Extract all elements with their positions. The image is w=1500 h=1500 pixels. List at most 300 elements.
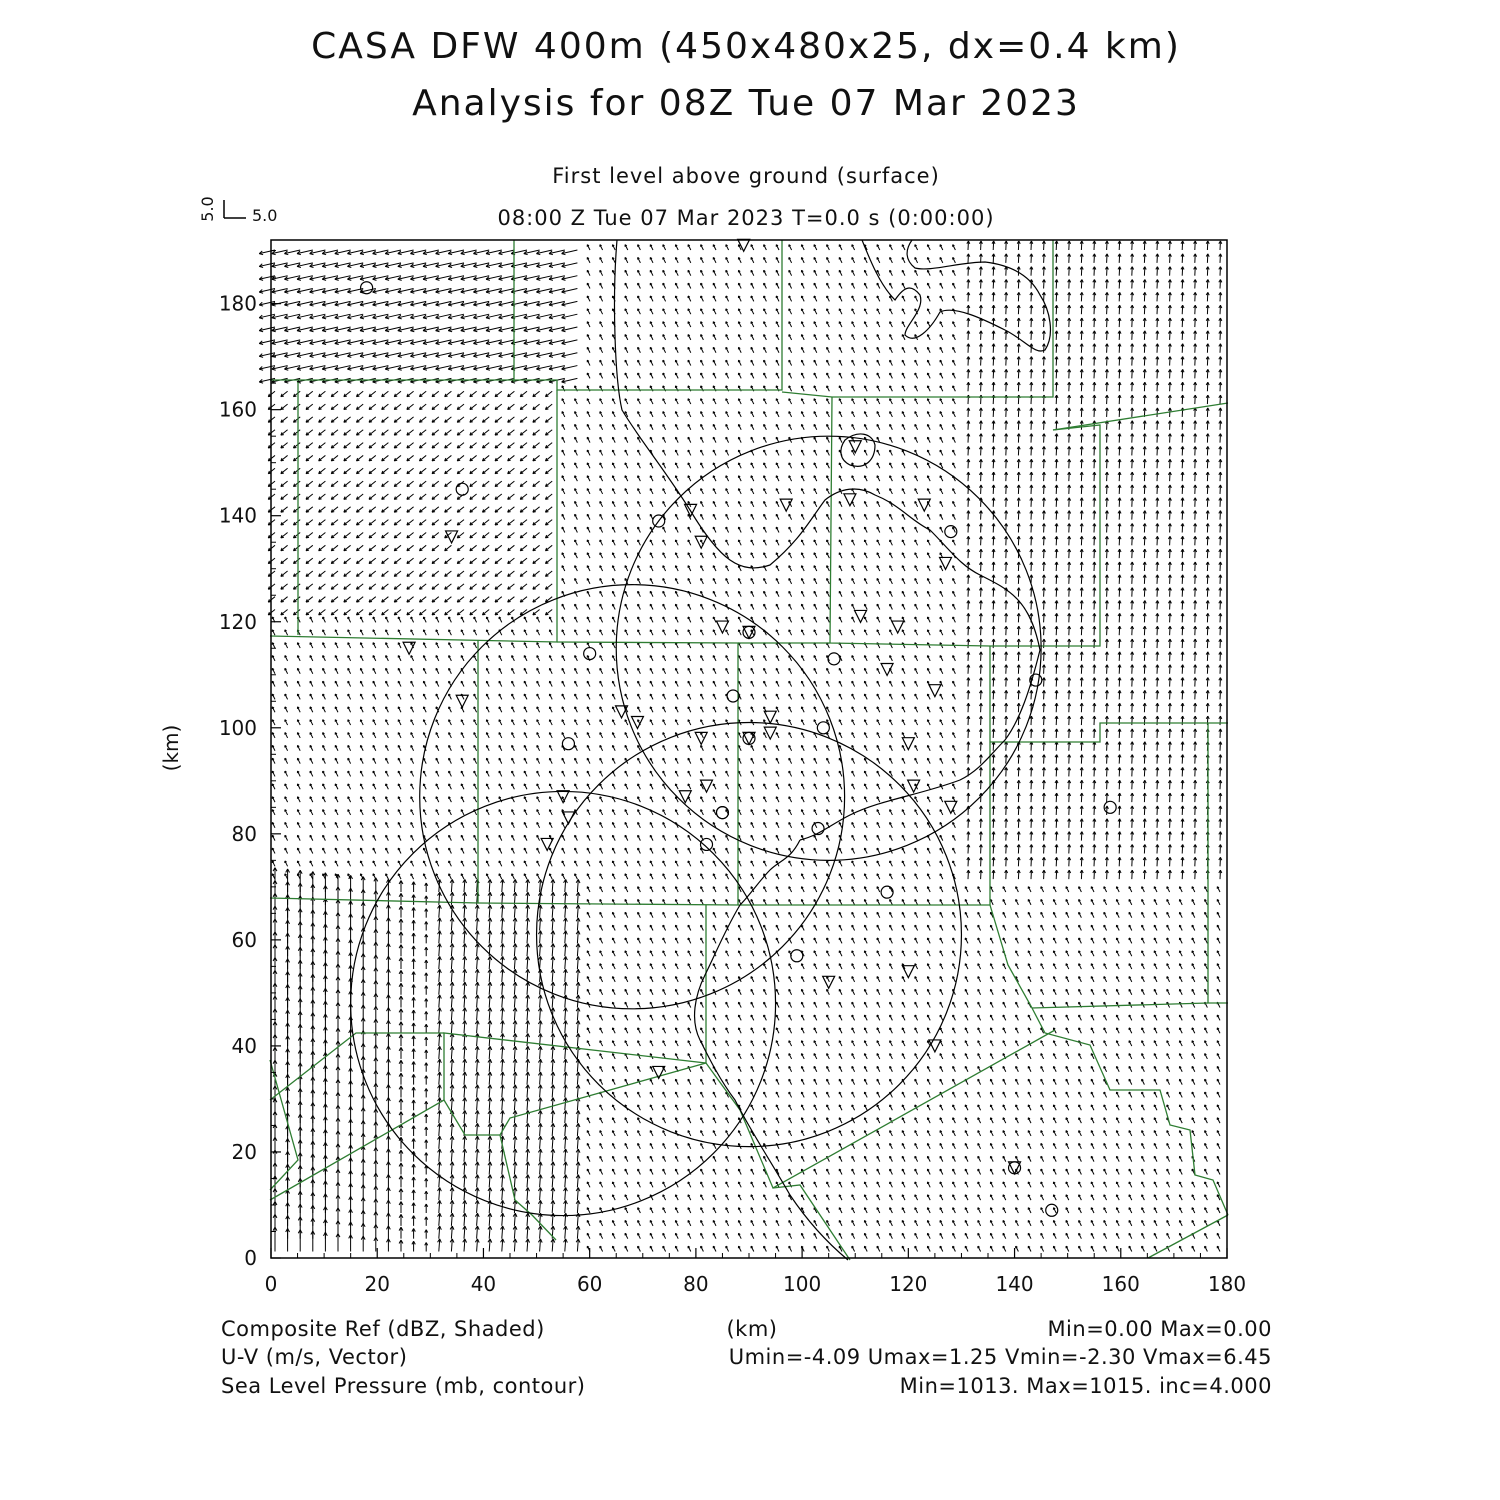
wind-vector — [650, 912, 653, 917]
wind-vector — [713, 976, 716, 981]
wind-vector — [576, 1072, 580, 1085]
wind-vector — [927, 938, 930, 943]
wind-vector — [1131, 408, 1134, 417]
wind-vector — [612, 887, 615, 892]
wind-vector — [1093, 305, 1096, 314]
wind-vector — [663, 810, 666, 815]
wind-vector — [432, 532, 439, 537]
wind-vector — [319, 481, 326, 486]
wind-vector — [1053, 1054, 1056, 1059]
wind-vector — [738, 373, 741, 378]
wind-vector — [979, 703, 982, 712]
wind-vector — [979, 421, 982, 430]
wind-vector — [1156, 408, 1159, 417]
wind-vector — [533, 558, 540, 563]
wind-vector — [538, 931, 542, 944]
wind-vector — [285, 822, 288, 827]
wind-vector — [1118, 857, 1121, 866]
wind-vector — [940, 386, 943, 391]
wind-vector — [1206, 331, 1209, 340]
wind-vector — [1194, 665, 1197, 674]
wind-vector — [1017, 703, 1020, 712]
wind-vector — [344, 520, 351, 525]
wind-vector — [688, 604, 691, 609]
wind-vector — [1055, 780, 1058, 789]
wind-vector — [575, 874, 578, 879]
wind-vector — [549, 771, 552, 776]
wind-vector — [344, 571, 351, 576]
wind-vector — [1131, 498, 1134, 507]
wind-vector — [1055, 331, 1058, 340]
wind-vector — [373, 810, 376, 815]
wind-vector — [495, 443, 502, 448]
wind-vector — [789, 899, 792, 904]
wind-vector — [575, 617, 578, 622]
wind-vector — [285, 810, 288, 815]
wind-vector — [953, 270, 956, 275]
wind-vector — [864, 1041, 867, 1046]
wind-vector — [902, 810, 905, 815]
wind-vector — [992, 729, 995, 738]
wind-vector — [726, 976, 729, 981]
wind-vector — [738, 463, 741, 468]
wind-vector — [407, 532, 414, 537]
wind-vector — [1093, 408, 1096, 417]
wind-vector — [1217, 976, 1220, 981]
wind-vector — [564, 1021, 568, 1034]
wind-vector — [369, 507, 376, 512]
wind-vector — [1143, 382, 1146, 391]
wind-vector — [463, 1072, 467, 1085]
wind-vector — [726, 733, 729, 738]
wind-vector — [1068, 382, 1071, 391]
wind-vector — [839, 617, 842, 622]
wind-vector — [675, 925, 678, 930]
wind-vector — [1118, 690, 1121, 699]
wind-vector — [1080, 241, 1083, 250]
wind-vector — [549, 668, 552, 673]
wind-vector — [600, 771, 603, 776]
wind-vector — [587, 566, 590, 571]
wind-vector — [1131, 536, 1134, 545]
wind-vector — [281, 455, 288, 460]
wind-vector — [360, 720, 363, 725]
wind-vector — [992, 870, 995, 879]
wind-vector — [399, 970, 403, 982]
wind-vector — [940, 989, 943, 994]
wind-vector — [827, 617, 830, 622]
wind-vector — [940, 399, 943, 404]
wind-vector — [738, 334, 741, 339]
wind-vector — [953, 976, 956, 981]
wind-vector — [801, 386, 804, 391]
wind-vector — [551, 1072, 555, 1085]
wind-vector — [915, 668, 918, 673]
wind-vector — [600, 668, 603, 673]
wind-vector — [411, 745, 414, 750]
wind-vector — [600, 412, 603, 417]
wind-vector — [940, 861, 943, 866]
wind-vector — [927, 630, 930, 635]
wind-vector — [890, 1028, 893, 1033]
wind-vector — [1093, 703, 1096, 712]
wind-vector — [369, 404, 376, 409]
wind-vector — [877, 489, 880, 494]
wind-vector — [738, 1041, 741, 1046]
wind-vector — [310, 643, 313, 648]
wind-vector — [1181, 613, 1184, 622]
wind-vector — [1179, 951, 1182, 956]
wind-vector — [1156, 703, 1159, 712]
wind-vector — [310, 681, 313, 686]
wind-vector — [751, 925, 754, 930]
wind-vector — [852, 797, 855, 802]
wind-vector — [738, 322, 741, 327]
wind-vector — [1016, 1028, 1019, 1033]
wind-vector — [776, 848, 779, 853]
wind-vector — [1068, 575, 1071, 584]
wind-vector — [562, 301, 578, 306]
wind-vector — [1005, 626, 1008, 635]
wind-vector — [1219, 626, 1222, 635]
wind-vector — [1181, 498, 1184, 507]
wind-vector — [425, 947, 428, 956]
wind-vector — [398, 758, 401, 763]
wind-vector — [369, 558, 376, 563]
wind-vector — [1017, 562, 1020, 571]
wind-vector — [1079, 938, 1082, 943]
wind-vector — [726, 412, 729, 417]
wind-vector — [701, 347, 704, 352]
wind-vector — [475, 956, 479, 969]
wind-vector — [890, 822, 893, 827]
wind-vector — [449, 874, 452, 879]
wind-vector — [344, 430, 351, 435]
wind-vector — [482, 532, 489, 537]
wind-vector — [438, 892, 442, 905]
wind-vector — [902, 887, 905, 892]
wind-vector — [1017, 254, 1020, 263]
wind-vector — [967, 857, 970, 866]
wind-vector — [827, 1054, 830, 1059]
wind-vector — [1142, 938, 1145, 943]
wind-vector — [575, 399, 578, 404]
wind-vector — [625, 591, 628, 596]
wind-vector — [625, 1079, 628, 1084]
wind-vector — [827, 437, 830, 442]
wind-vector — [419, 532, 426, 537]
wind-vector — [1042, 357, 1045, 366]
wind-vector — [281, 558, 288, 563]
wind-vector — [293, 571, 300, 576]
wind-vector — [953, 694, 956, 699]
wind-vector — [979, 434, 982, 443]
wind-vector — [1143, 498, 1146, 507]
wind-vector — [1068, 331, 1071, 340]
wind-vector — [445, 417, 452, 422]
wind-vector — [501, 1059, 505, 1072]
wind-vector — [1168, 446, 1171, 455]
wind-vector — [902, 758, 905, 763]
wind-vector — [1194, 832, 1197, 841]
wind-vector — [776, 296, 779, 301]
wind-vector — [564, 892, 568, 905]
wind-vector — [293, 558, 300, 563]
wind-vector — [625, 514, 628, 519]
wind-vector — [281, 391, 288, 396]
wind-vector — [1219, 292, 1222, 301]
wind-vector — [587, 887, 590, 892]
wind-vector — [663, 861, 666, 866]
wind-vector — [1156, 498, 1159, 507]
wind-vector — [445, 455, 452, 460]
wind-vector — [587, 925, 590, 930]
wind-vector — [789, 296, 792, 301]
wind-vector — [1080, 408, 1083, 417]
wind-vector — [537, 758, 540, 763]
wind-vector — [877, 630, 880, 635]
wind-vector — [1005, 601, 1008, 610]
wind-vector — [650, 566, 653, 571]
wind-vector — [1080, 729, 1083, 738]
wind-vector — [331, 532, 338, 537]
wind-vector — [600, 1066, 603, 1071]
wind-vector — [533, 443, 540, 448]
wind-vector — [776, 501, 779, 506]
wind-vector — [486, 822, 489, 827]
wind-vector — [953, 309, 956, 314]
wind-vector — [701, 630, 704, 635]
wind-vector — [1093, 331, 1096, 340]
wind-vector — [463, 1059, 467, 1072]
wind-vector — [940, 874, 943, 879]
wind-vector — [953, 1066, 956, 1071]
wind-vector — [508, 417, 515, 422]
wind-vector — [814, 1015, 817, 1020]
wind-vector — [1118, 305, 1121, 314]
wind-vector — [438, 1021, 442, 1034]
wind-vector — [587, 527, 590, 532]
wind-vector — [348, 681, 351, 686]
wind-vector — [638, 861, 641, 866]
wind-vector — [272, 733, 275, 738]
wind-vector — [864, 707, 867, 712]
wind-vector — [526, 1008, 530, 1021]
wind-vector — [738, 1015, 741, 1020]
wind-vector — [1219, 703, 1222, 712]
wind-vector — [1116, 1028, 1119, 1033]
wind-vector — [600, 964, 603, 969]
wind-vector — [1079, 976, 1082, 981]
wind-vector — [1093, 832, 1096, 841]
wind-vector — [688, 360, 691, 365]
wind-vector — [789, 347, 792, 352]
wind-vector — [776, 784, 779, 789]
wind-vector — [1105, 588, 1108, 597]
wind-vector — [839, 1041, 842, 1046]
wind-vector — [789, 566, 792, 571]
wind-vector — [1168, 806, 1171, 815]
wind-vector — [688, 270, 691, 275]
wind-vector — [1105, 511, 1108, 520]
wind-vector — [877, 540, 880, 545]
wind-vector — [1154, 925, 1157, 930]
wind-vector — [751, 514, 754, 519]
wind-vector — [751, 424, 754, 429]
wind-vector — [587, 604, 590, 609]
wind-vector — [482, 430, 489, 435]
wind-vector — [1005, 382, 1008, 391]
wind-vector — [1080, 562, 1083, 571]
wind-vector — [638, 412, 641, 417]
wind-vector — [1118, 472, 1121, 481]
wind-vector — [1131, 382, 1134, 391]
wind-vector — [915, 322, 918, 327]
wind-vector — [425, 960, 428, 969]
wind-vector — [1080, 382, 1083, 391]
wind-vector — [533, 455, 540, 460]
wind-vector — [1143, 241, 1146, 250]
wind-vector — [470, 417, 477, 422]
wind-vector — [538, 1059, 542, 1072]
wind-vector — [953, 514, 956, 519]
wind-vector — [927, 887, 930, 892]
wind-vector — [663, 245, 666, 250]
wind-vector — [713, 360, 716, 365]
wind-vector — [726, 578, 729, 583]
wind-vector — [1219, 331, 1222, 340]
wind-vector — [562, 314, 578, 319]
wind-vector — [513, 982, 517, 995]
wind-vector — [764, 514, 767, 519]
wind-vector — [764, 591, 767, 596]
wind-vector — [398, 771, 401, 776]
wind-vector — [751, 257, 754, 262]
wind-vector — [1105, 626, 1108, 635]
wind-vector — [533, 507, 540, 512]
wind-vector — [394, 532, 401, 537]
wind-vector — [688, 655, 691, 660]
wind-vector — [293, 597, 300, 602]
wind-vector — [1066, 912, 1069, 917]
wind-vector — [600, 1054, 603, 1059]
wind-vector — [852, 861, 855, 866]
wind-vector — [1080, 511, 1083, 520]
wind-vector — [801, 976, 804, 981]
wind-vector — [902, 245, 905, 250]
wind-vector — [432, 558, 439, 563]
wind-vector — [663, 643, 666, 648]
wind-vector — [852, 514, 855, 519]
wind-vector — [1156, 511, 1159, 520]
wind-vector — [940, 912, 943, 917]
wind-vector — [1168, 793, 1171, 802]
wind-vector — [751, 437, 754, 442]
wind-vector — [814, 874, 817, 879]
wind-vector — [663, 848, 666, 853]
wind-vector — [751, 412, 754, 417]
wind-vector — [965, 1028, 968, 1033]
wind-vector — [978, 887, 981, 892]
wind-vector — [1030, 459, 1033, 468]
wind-vector — [915, 720, 918, 725]
wind-vector — [399, 1035, 403, 1047]
wind-vector — [852, 1002, 855, 1007]
wind-vector — [1154, 887, 1157, 892]
wind-vector — [789, 1028, 792, 1033]
wind-vector — [1066, 989, 1069, 994]
wind-vector — [1079, 1015, 1082, 1020]
wind-vector — [356, 468, 363, 473]
wind-vector — [688, 347, 691, 352]
wind-vector — [1068, 716, 1071, 725]
wind-vector — [1192, 938, 1195, 943]
wind-vector — [890, 989, 893, 994]
wind-vector — [738, 964, 741, 969]
wind-vector — [562, 578, 565, 583]
wind-vector — [1079, 951, 1082, 956]
wind-vector — [575, 681, 578, 686]
wind-vector — [386, 892, 390, 905]
wind-vector — [1181, 639, 1184, 648]
wind-vector — [513, 1021, 517, 1034]
wind-vector — [1028, 912, 1031, 917]
wind-vector — [789, 694, 792, 699]
wind-vector — [864, 976, 867, 981]
wind-vector — [1181, 472, 1184, 481]
wind-vector — [814, 399, 817, 404]
wind-vector — [486, 707, 489, 712]
wind-vector — [520, 558, 527, 563]
wind-vector — [1003, 1066, 1006, 1071]
wind-vector — [814, 630, 817, 635]
wind-vector — [499, 874, 502, 879]
wind-vector — [335, 822, 338, 827]
wind-vector — [587, 733, 590, 738]
wind-vector — [360, 758, 363, 763]
wind-vector — [600, 245, 603, 250]
wind-vector — [1219, 613, 1222, 622]
wind-vector — [675, 1079, 678, 1084]
wind-vector — [399, 996, 403, 1008]
wind-vector — [272, 630, 275, 635]
wind-vector — [1192, 925, 1195, 930]
wind-vector — [890, 899, 893, 904]
wind-vector — [1129, 964, 1132, 969]
wind-vector — [927, 578, 930, 583]
wind-vector — [1005, 678, 1008, 687]
wind-vector — [600, 989, 603, 994]
wind-vector — [1005, 292, 1008, 301]
wind-vector — [587, 1028, 590, 1033]
wind-vector — [1156, 241, 1159, 250]
wind-vector — [967, 678, 970, 687]
wind-vector — [1017, 459, 1020, 468]
wind-vector — [600, 347, 603, 352]
wind-vector — [293, 494, 300, 499]
wind-vector — [524, 784, 527, 789]
wind-vector — [482, 558, 489, 563]
wind-vector — [1143, 652, 1146, 661]
wind-vector — [713, 476, 716, 481]
wind-vector — [1030, 755, 1033, 764]
wind-vector — [801, 694, 804, 699]
wind-vector — [751, 399, 754, 404]
wind-vector — [1167, 1015, 1170, 1020]
wind-vector — [814, 1079, 817, 1084]
wind-vector — [319, 430, 326, 435]
wind-vector — [751, 476, 754, 481]
